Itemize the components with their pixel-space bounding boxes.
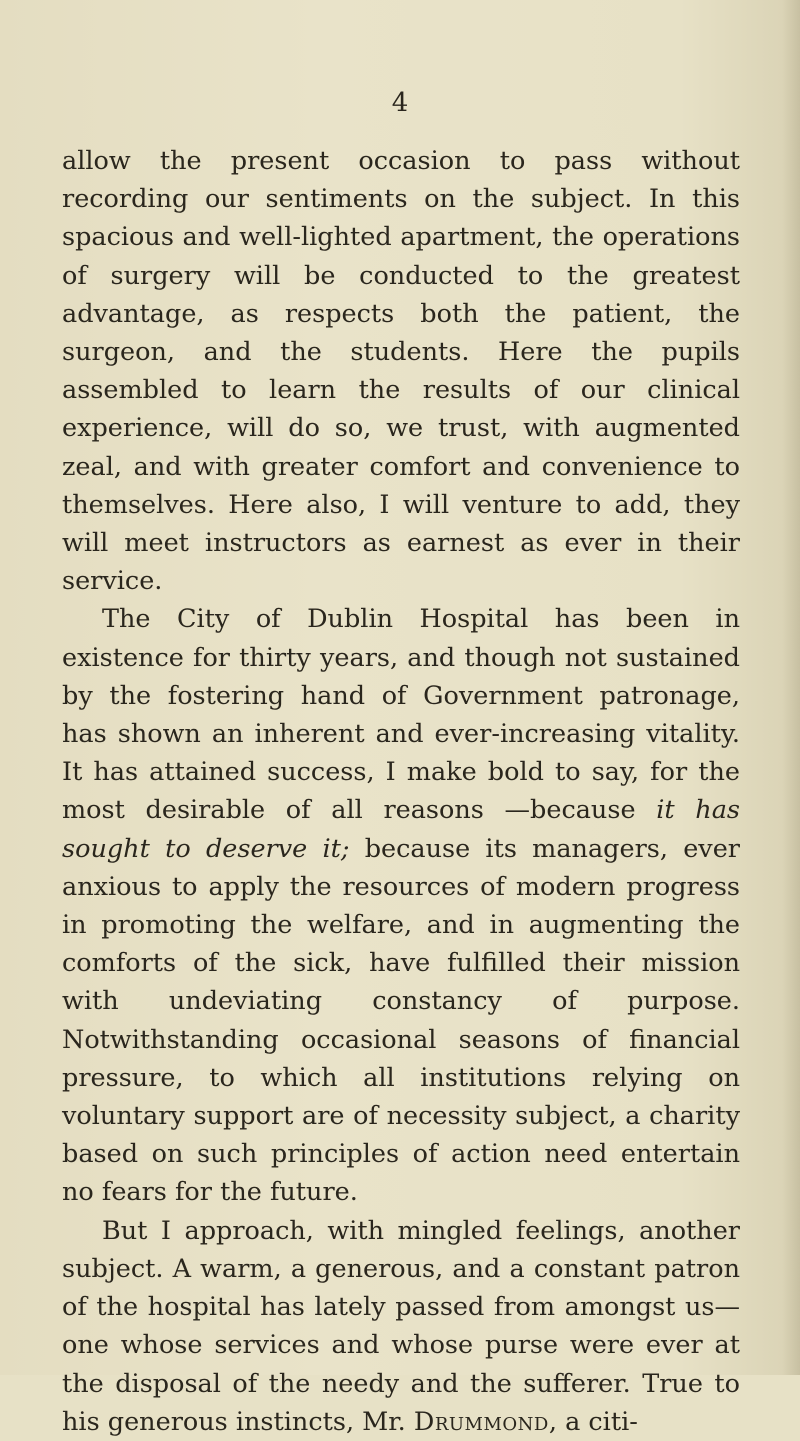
page-number: 4 (391, 88, 409, 118)
paragraph-2 (62, 600, 740, 1211)
paragraph-2-text-end: because its managers, ever anxious to apply the resources of modern progress in promoting the welfare, and in augmenting the comforts of the sick, have fulfilled their mission with undeviating constancy of purpose. Notwithstanding occasional seasons of financial pressure, to which all institutions relying on voluntary support are of necessity subject, a charity based on such principles of action need entertain no fears for the future. (62, 833, 740, 1208)
italic-phrase: it has sought to deserve it; (62, 795, 740, 864)
name-drummond: Drummond (413, 1406, 549, 1437)
body-text (62, 142, 740, 1441)
paragraph-3 (62, 1212, 740, 1441)
page-edge-shadow (782, 0, 800, 1375)
paragraph-3-text-end: , a citi- (548, 1406, 638, 1437)
paragraph-3-text-start: But I approach, with mingled feelings, another subject. A warm, a generous, and a constant patron of the hospital has lately passed from amongst us—one whose services and whose purse were ever at the disposal of the needy and the sufferer. True to his generous instincts, Mr. (62, 1215, 740, 1437)
paragraph-1: allow the present occasion to pass without recording our sentiments on the subject. In this spacious and well-lighted apartment, the operations of surgery will be conducted to the greatest advantage, as respects both the patient, the surgeon, and the students. Here the pupils assembled to learn the results of our clinical experience, will do so, we trust, with augmented zeal, and with greater comfort and convenience to themselves. Here also, I will venture to add, they will meet instructors as earnest as ever in their service. (62, 146, 740, 597)
paragraph-2-text-start: The City of Dublin Hospital has been in existence for thirty years, and though not sustained by the fostering hand of Government patronage, has shown an inherent and ever-increasing vitality. It has attained success, I make bold to say, for the most desirable of all reasons —because (62, 604, 740, 826)
